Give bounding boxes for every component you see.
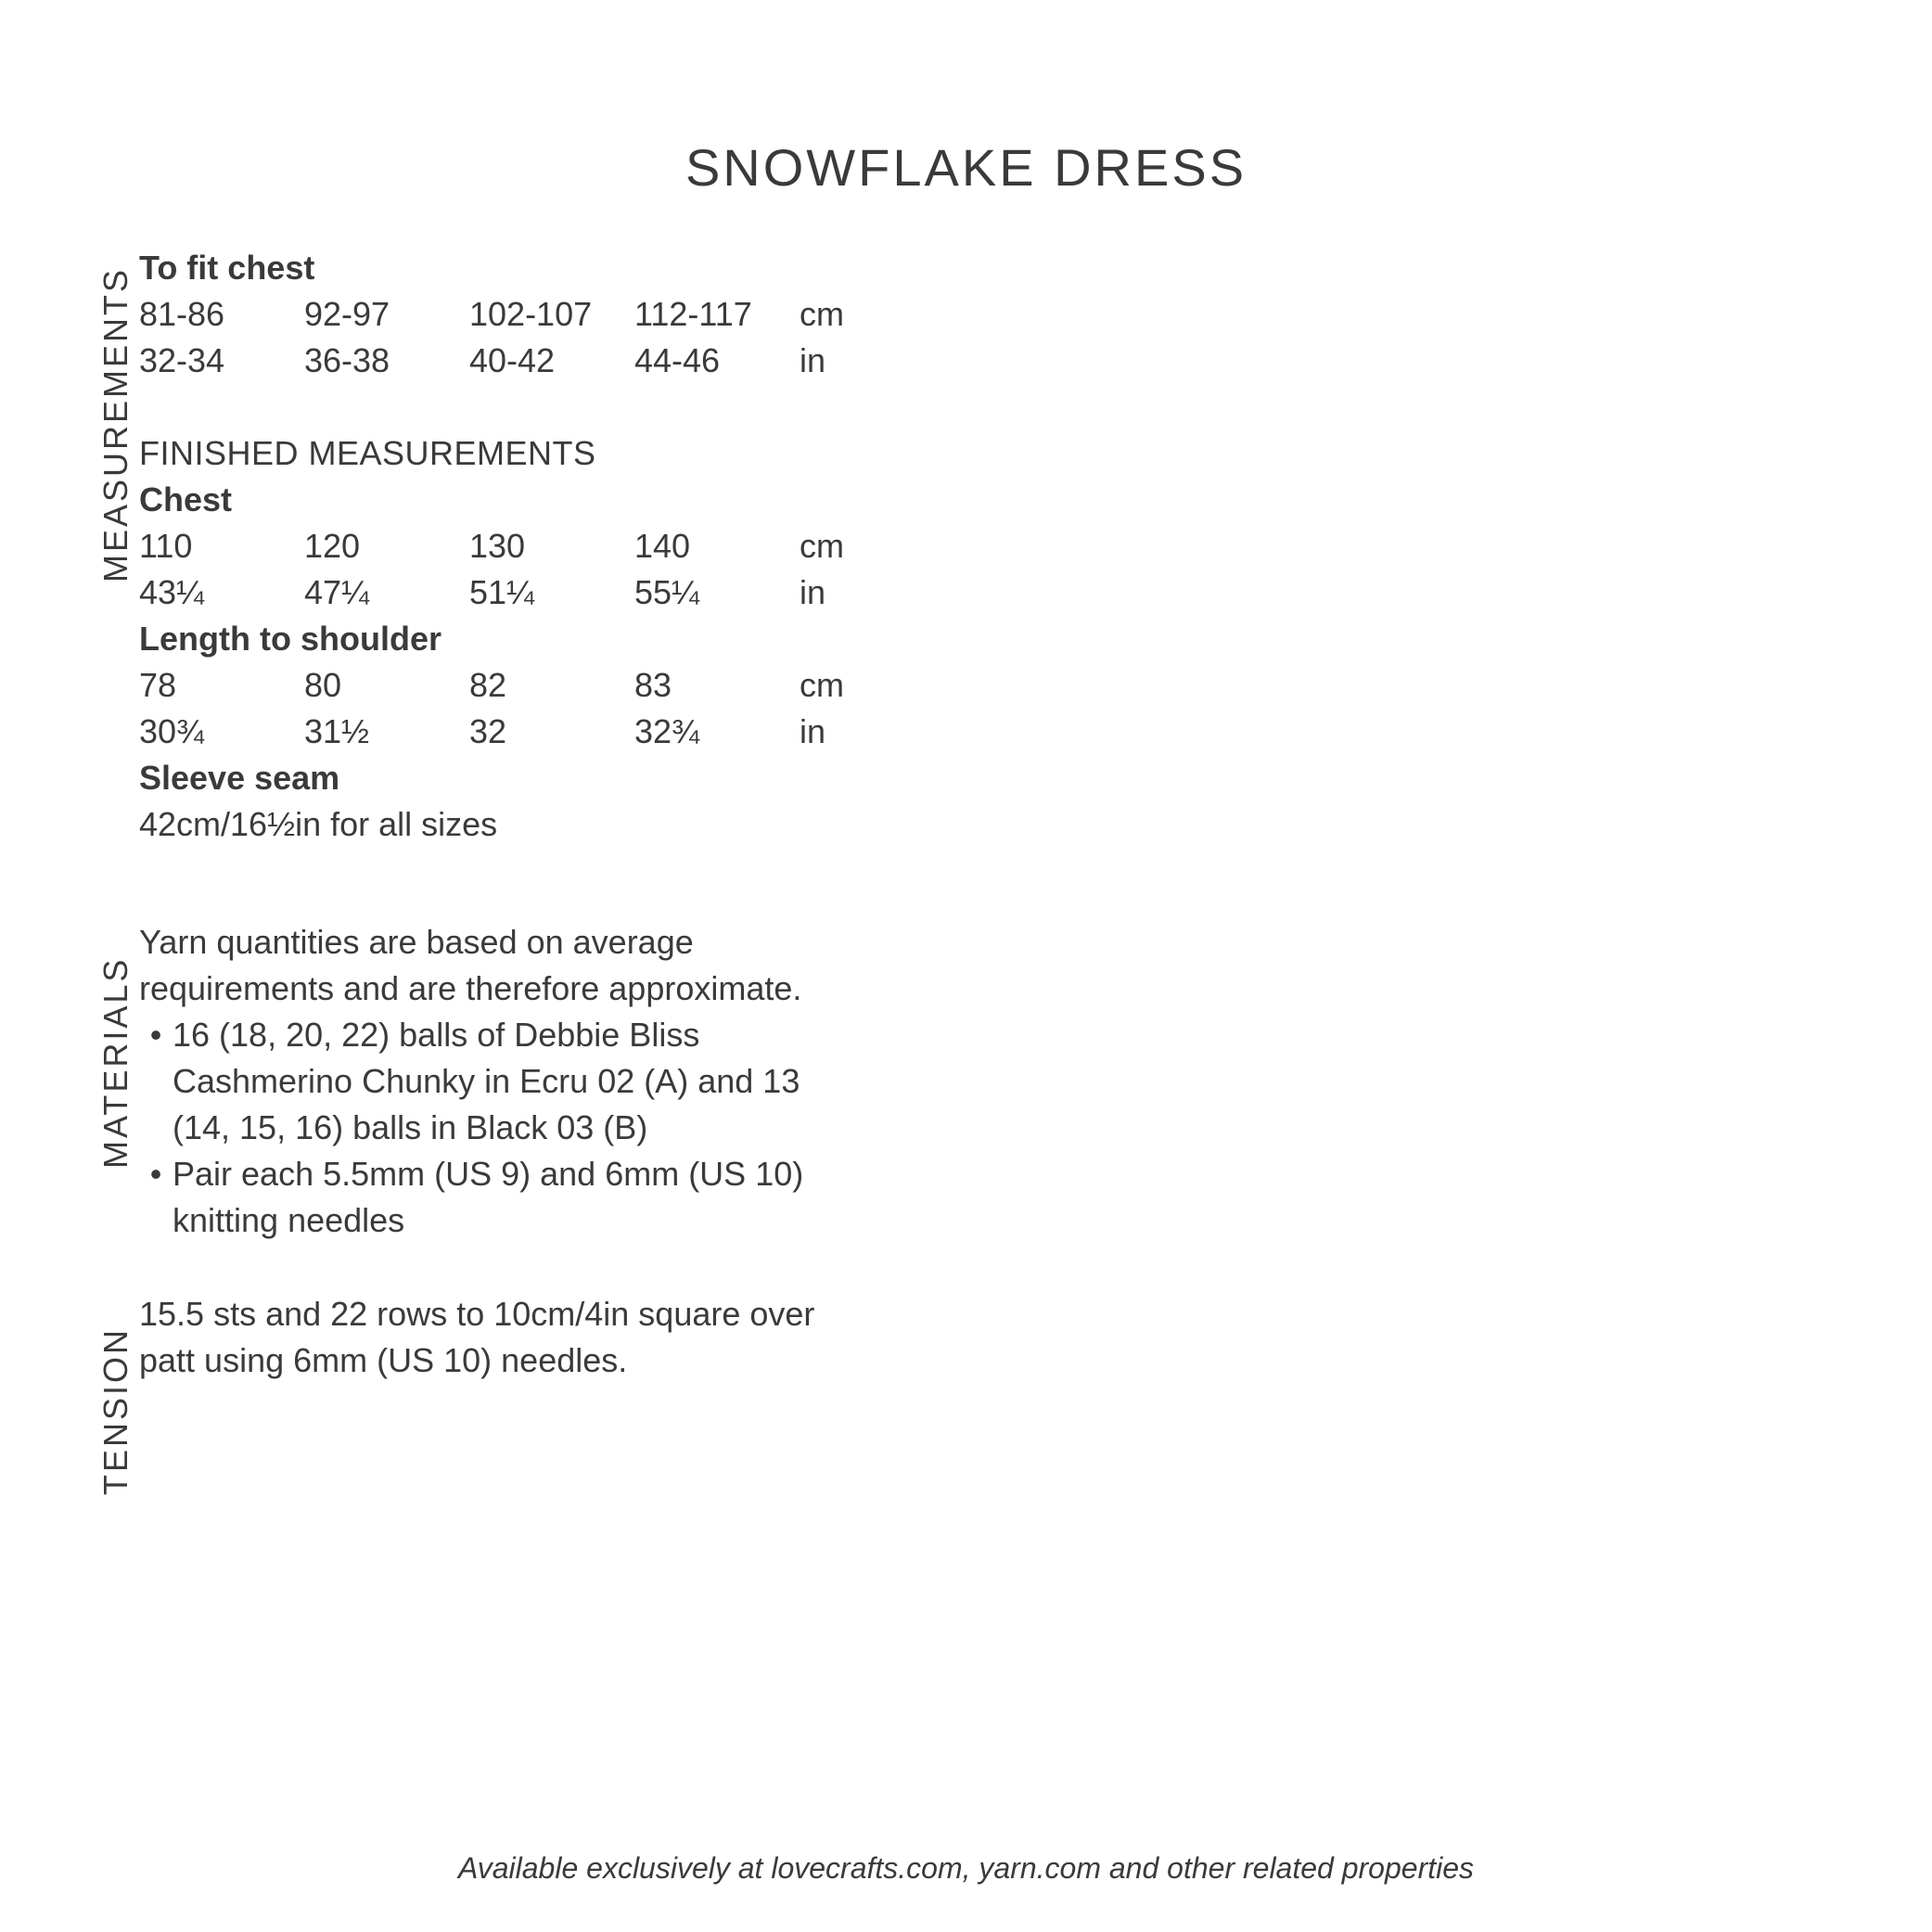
size-value: 40-42 (469, 341, 556, 379)
bullet-icon: • (149, 1155, 162, 1193)
size-value: 32¾ (634, 712, 700, 750)
materials-side-label: MATERIALS (96, 956, 134, 1169)
size-value: 130 (469, 527, 526, 565)
chest-cm-row (139, 523, 874, 569)
size-value: 30¾ (139, 712, 205, 750)
size-value: 83 (634, 666, 672, 704)
bullet-line: 16 (18, 20, 22) balls of Debbie Bliss (173, 1016, 700, 1054)
size-value: 80 (304, 666, 342, 704)
size-value: 140 (634, 527, 691, 565)
materials-bullet-needles (139, 1151, 803, 1244)
to-fit-chest-heading: To fit chest (139, 249, 315, 287)
size-value: 51¼ (469, 573, 535, 611)
sleeve-seam-heading: Sleeve seam (139, 759, 340, 797)
bullet-line: Pair each 5.5mm (US 9) and 6mm (US 10) (173, 1155, 804, 1193)
size-value: 102-107 (469, 295, 593, 333)
tension-side-label: TENSION (96, 1326, 134, 1495)
size-value: 32-34 (139, 341, 225, 379)
unit-label: cm (800, 666, 844, 704)
bullet-line: knitting needles (173, 1201, 405, 1239)
page-title: SNOWFLAKE DRESS (685, 138, 1247, 197)
size-value: 112-117 (634, 295, 752, 333)
size-value: 82 (469, 666, 507, 704)
size-value: 31½ (304, 712, 370, 750)
footer-availability-note: Available exclusively at lovecrafts.com, yarn.com and other related properties (457, 1851, 1475, 1885)
to-fit-chest-cm-row (139, 291, 874, 338)
tension-section (139, 1291, 814, 1384)
materials-section (139, 919, 803, 1244)
tension-line: patt using 6mm (US 10) needles. (139, 1341, 628, 1379)
size-value: 120 (304, 527, 361, 565)
tension-line: 15.5 sts and 22 rows to 10cm/4in square over (139, 1295, 815, 1333)
unit-label: cm (800, 527, 844, 565)
materials-bullet-yarn (139, 1012, 803, 1151)
unit-label: in (800, 573, 826, 611)
chest-heading: Chest (139, 480, 233, 518)
to-fit-chest-in-row (139, 338, 874, 384)
size-value: 32 (469, 712, 507, 750)
size-value: 47¼ (304, 573, 370, 611)
size-value: 43¼ (139, 573, 205, 611)
length-cm-row (139, 662, 874, 709)
unit-label: cm (800, 295, 844, 333)
materials-intro-line: Yarn quantities are based on average (139, 923, 694, 961)
chest-in-row (139, 569, 874, 616)
size-value: 78 (139, 666, 177, 704)
size-value: 44-46 (634, 341, 721, 379)
unit-label: in (800, 341, 826, 379)
size-value: 36-38 (304, 341, 390, 379)
size-value: 110 (139, 527, 193, 565)
bullet-icon: • (149, 1016, 162, 1054)
length-in-row (139, 709, 874, 755)
size-value: 81-86 (139, 295, 225, 333)
length-heading: Length to shoulder (139, 620, 441, 658)
size-value: 92-97 (304, 295, 390, 333)
size-value: 55¼ (634, 573, 700, 611)
bullet-line: Cashmerino Chunky in Ecru 02 (A) and 13 (173, 1062, 800, 1100)
measurements-side-label: MEASUREMENTS (96, 266, 134, 582)
bullet-line: (14, 15, 16) balls in Black 03 (B) (173, 1108, 648, 1146)
unit-label: in (800, 712, 826, 750)
measurements-section (139, 245, 874, 848)
finished-measurements-heading: FINISHED MEASUREMENTS (139, 434, 596, 472)
sleeve-seam-value: 42cm/16½in for all sizes (139, 805, 498, 843)
materials-intro-line: requirements and are therefore approximate. (139, 969, 802, 1007)
